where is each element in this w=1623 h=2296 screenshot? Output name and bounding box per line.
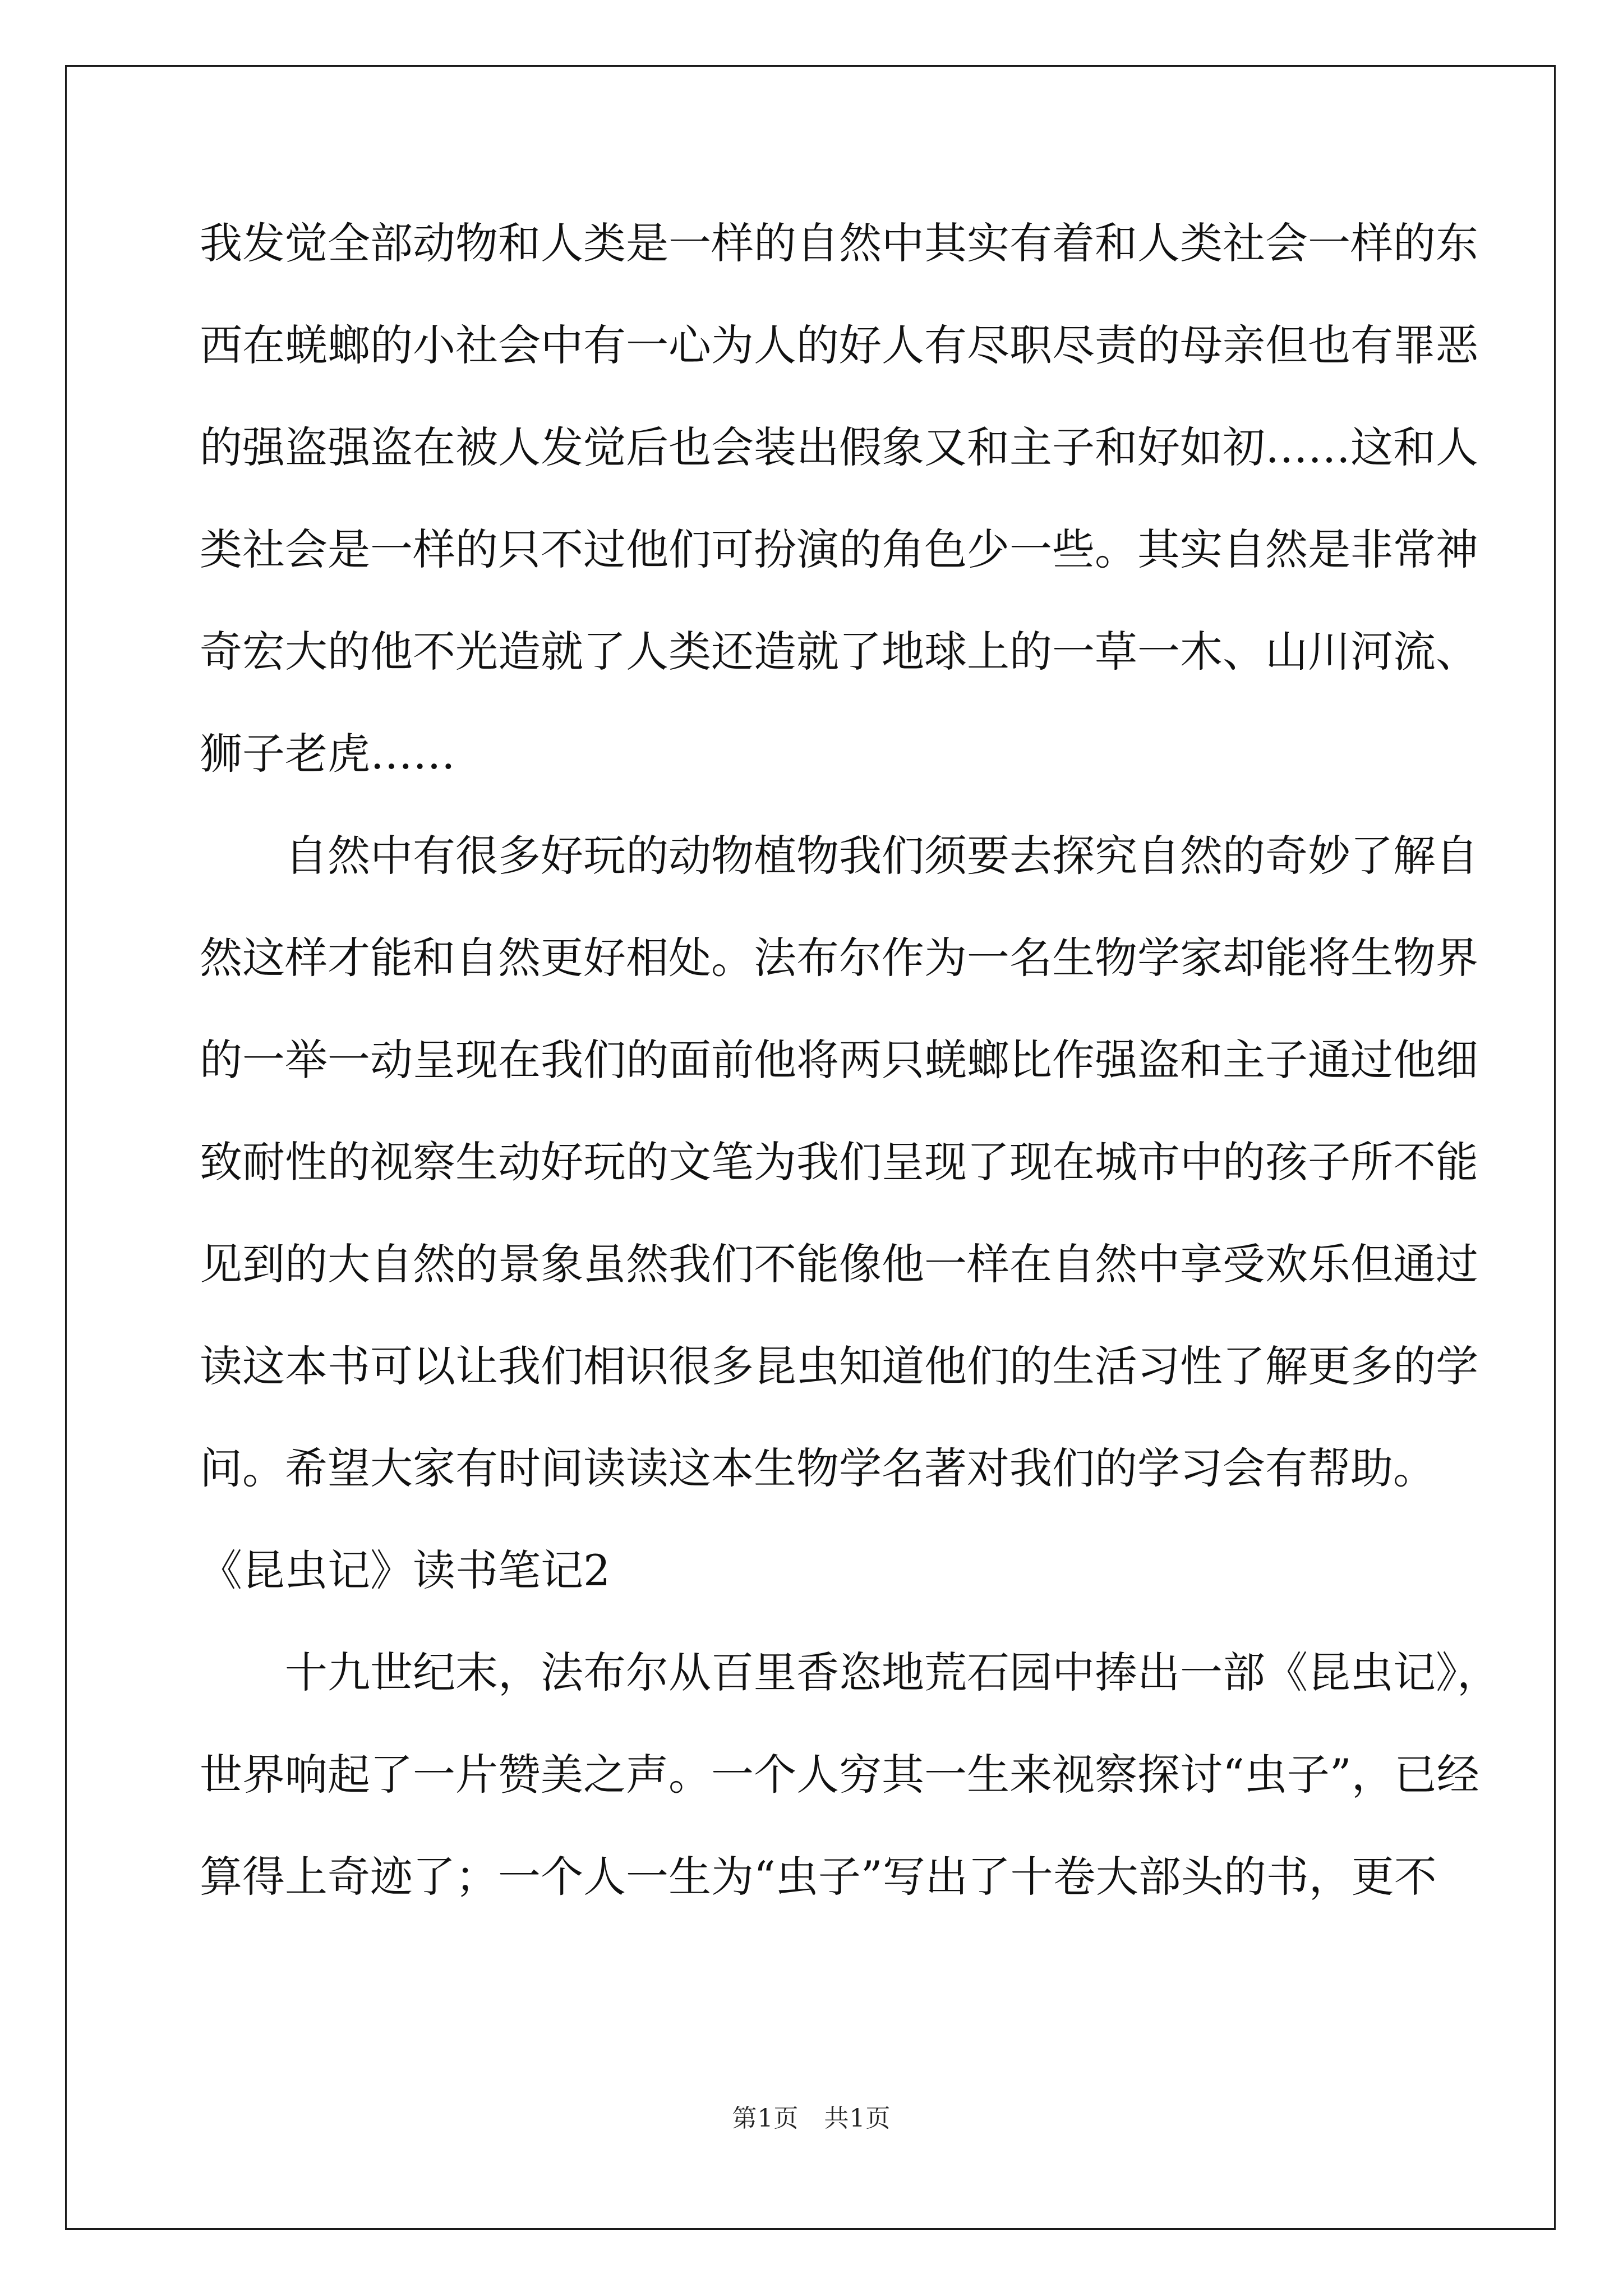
document-body bbox=[200, 218, 1500, 1953]
section-heading: 《昆虫记》读书笔记2 bbox=[200, 1545, 611, 1595]
body-line: 狮子老虎…… bbox=[200, 729, 455, 779]
body-line: 见到的大自然的景象虽然我们不能像他一样在自然中享受欢乐但通过 bbox=[200, 1239, 1478, 1289]
body-line: 的强盗强盗在被人发觉后也会装出假象又和主子和好如初……这和人 bbox=[200, 422, 1478, 472]
paragraph-start-line: 十九世纪末，法布尔从百里香恣地荒石园中捧出一部《昆虫记》， bbox=[285, 1648, 1500, 1697]
body-line: 世界响起了一片赞美之声。一个人穷其一生来视察探讨“虫子”，已经 bbox=[200, 1750, 1479, 1800]
body-line: 类社会是一样的只不过他们可扮演的角色少一些。其实自然是非常神 bbox=[200, 524, 1478, 574]
page-number-footer: 第1页 共1页 bbox=[732, 2104, 891, 2133]
body-line: 的一举一动呈现在我们的面前他将两只蜣螂比作强盗和主子通过他细 bbox=[200, 1035, 1478, 1085]
body-line: 奇宏大的他不光造就了人类还造就了地球上的一草一木、山川河流、 bbox=[200, 627, 1478, 677]
paragraph-start-line: 自然中有很多好玩的动物植物我们须要去探究自然的奇妙了解自 bbox=[285, 831, 1478, 881]
body-line: 致耐性的视察生动好玩的文笔为我们呈现了现在城市中的孩子所不能 bbox=[200, 1137, 1478, 1187]
body-line: 读这本书可以让我们相识很多昆虫知道他们的生活习性了解更多的学 bbox=[200, 1341, 1478, 1391]
body-line: 我发觉全部动物和人类是一样的自然中其实有着和人类社会一样的东 bbox=[200, 218, 1478, 268]
body-line: 问。希望大家有时间读读这本生物学名著对我们的学习会有帮助。 bbox=[200, 1443, 1436, 1493]
body-line: 西在蜣螂的小社会中有一心为人的好人有尽职尽责的母亲但也有罪恶 bbox=[200, 320, 1478, 370]
body-line: 算得上奇迹了；一个人一生为“虫子”写出了十卷大部头的书，更不 bbox=[200, 1852, 1437, 1902]
body-line: 然这样才能和自然更好相处。法布尔作为一名生物学家却能将生物界 bbox=[200, 933, 1478, 983]
